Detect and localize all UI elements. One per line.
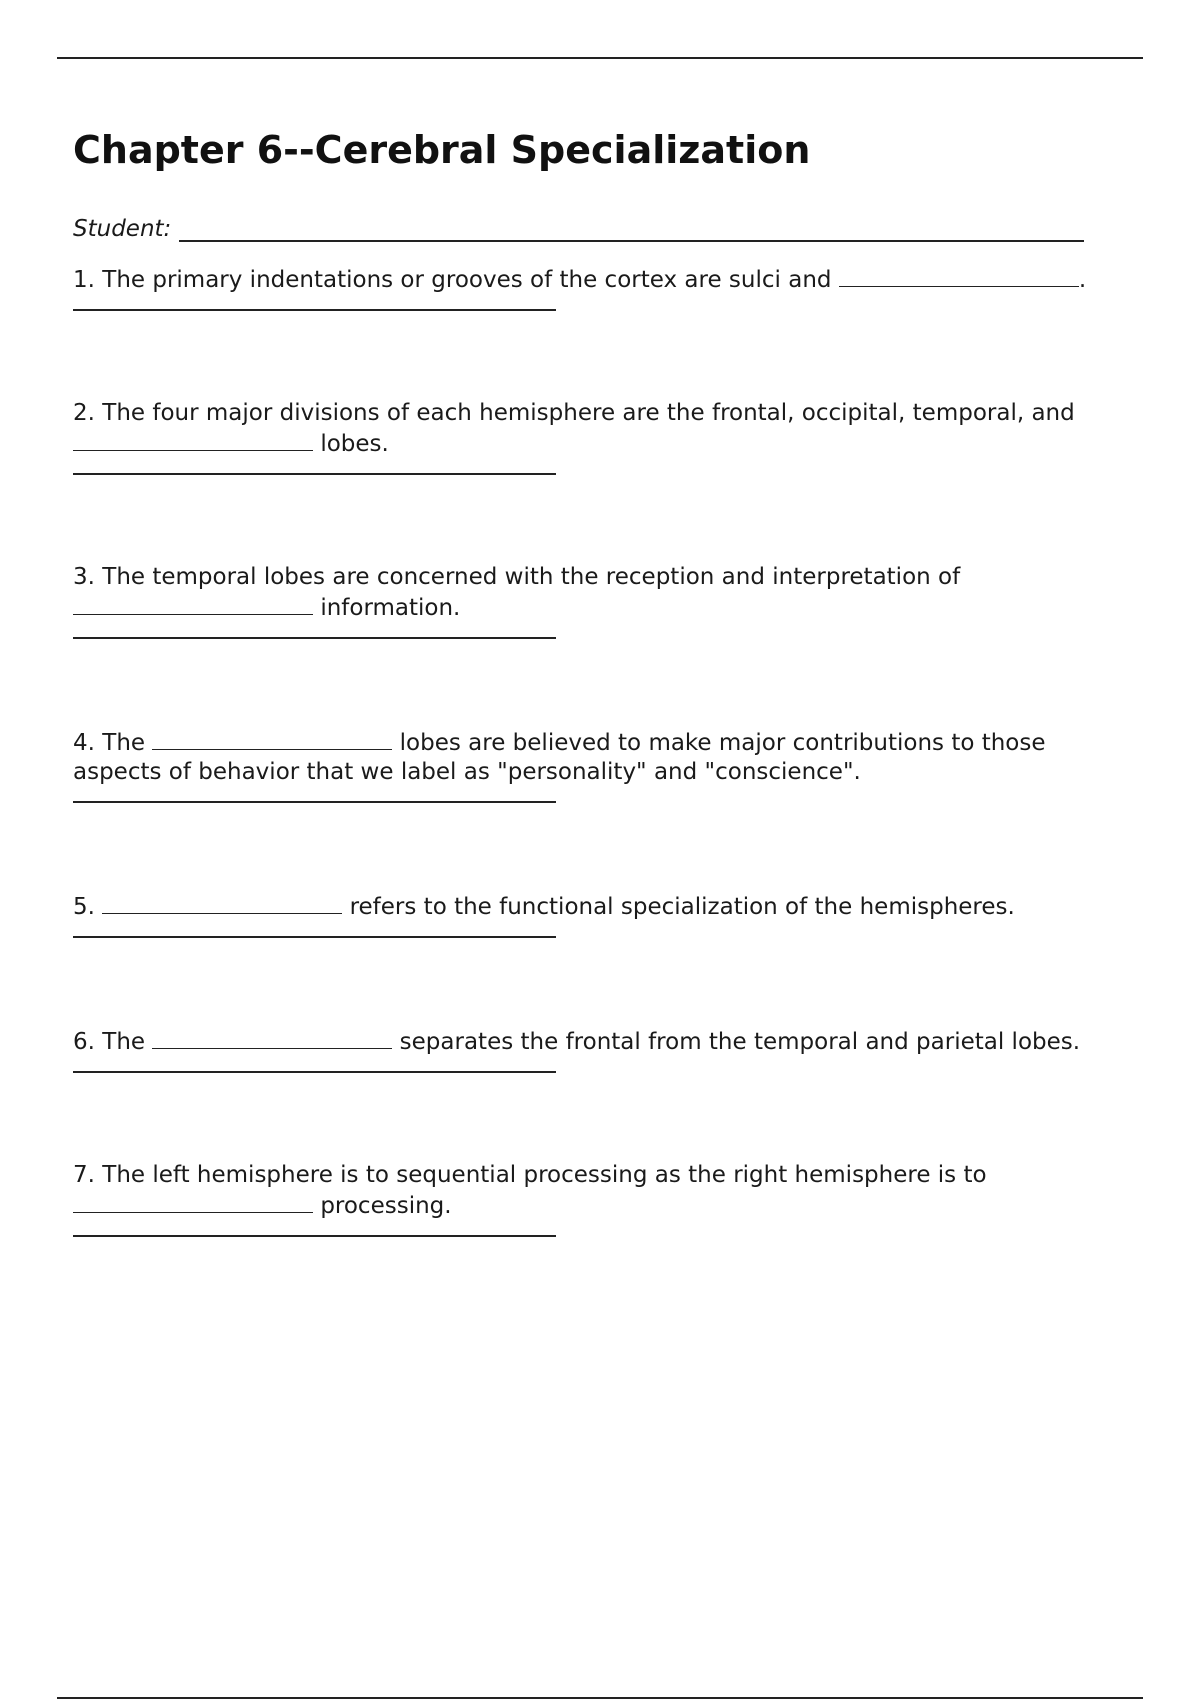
fill-in-blank[interactable] — [73, 592, 313, 615]
answer-line[interactable] — [73, 1235, 556, 1237]
student-label: Student: — [73, 216, 172, 242]
question-text-after: . — [1078, 267, 1087, 293]
answer-line[interactable] — [73, 309, 556, 311]
question-number: 7. — [73, 1162, 95, 1188]
question-text-before: The left hemisphere is to sequential processing as the right hemisphere is to — [102, 1162, 987, 1188]
question-number: 5. — [73, 894, 95, 920]
question-4 — [73, 727, 1133, 803]
fill-in-blank[interactable] — [152, 1026, 392, 1049]
page-title: Chapter 6--Cerebral Specialization — [73, 128, 811, 172]
question-text-after: processing. — [320, 1193, 452, 1219]
fill-in-blank[interactable] — [152, 727, 392, 750]
question-text-after: separates the frontal from the temporal and parietal lobes. — [399, 1029, 1081, 1055]
question-text-before: The — [102, 1029, 146, 1055]
fill-in-blank[interactable] — [102, 891, 342, 914]
question-text-after: lobes. — [320, 431, 389, 457]
fill-in-blank[interactable] — [73, 428, 313, 451]
top-rule — [57, 57, 1143, 59]
question-text-before: The temporal lobes are concerned with the reception and interpretation of — [102, 564, 961, 590]
question-2 — [73, 399, 1133, 475]
student-name-field[interactable] — [179, 214, 1084, 242]
question-text-before: The primary indentations or grooves of the cortex are sulci and — [102, 267, 832, 293]
answer-line[interactable] — [73, 637, 556, 639]
question-3 — [73, 563, 1133, 639]
question-text-before: The — [102, 730, 146, 756]
question-text-after: information. — [320, 595, 461, 621]
answer-line[interactable] — [73, 1071, 556, 1073]
worksheet — [73, 118, 1133, 1237]
question-text-after: lobes are believed to make major contributions to those aspects of behavior that we label as "personality" and "conscience". — [73, 730, 1046, 785]
question-6 — [73, 1026, 1133, 1073]
fill-in-blank[interactable] — [839, 264, 1079, 287]
student-row — [73, 206, 1133, 242]
fill-in-blank[interactable] — [73, 1190, 313, 1213]
question-number: 6. — [73, 1029, 95, 1055]
question-5 — [73, 891, 1133, 938]
question-text-before: The four major divisions of each hemisphere are the frontal, occipital, temporal, and — [102, 400, 1075, 426]
question-number: 3. — [73, 564, 95, 590]
question-text-after: refers to the functional specialization of the hemispheres. — [349, 894, 1015, 920]
bottom-rule — [57, 1697, 1143, 1699]
question-number: 2. — [73, 400, 95, 426]
answer-line[interactable] — [73, 801, 556, 803]
answer-line[interactable] — [73, 936, 556, 938]
question-number: 1. — [73, 267, 95, 293]
question-1 — [73, 264, 1133, 311]
answer-line[interactable] — [73, 473, 556, 475]
question-7 — [73, 1161, 1133, 1237]
question-number: 4. — [73, 730, 95, 756]
